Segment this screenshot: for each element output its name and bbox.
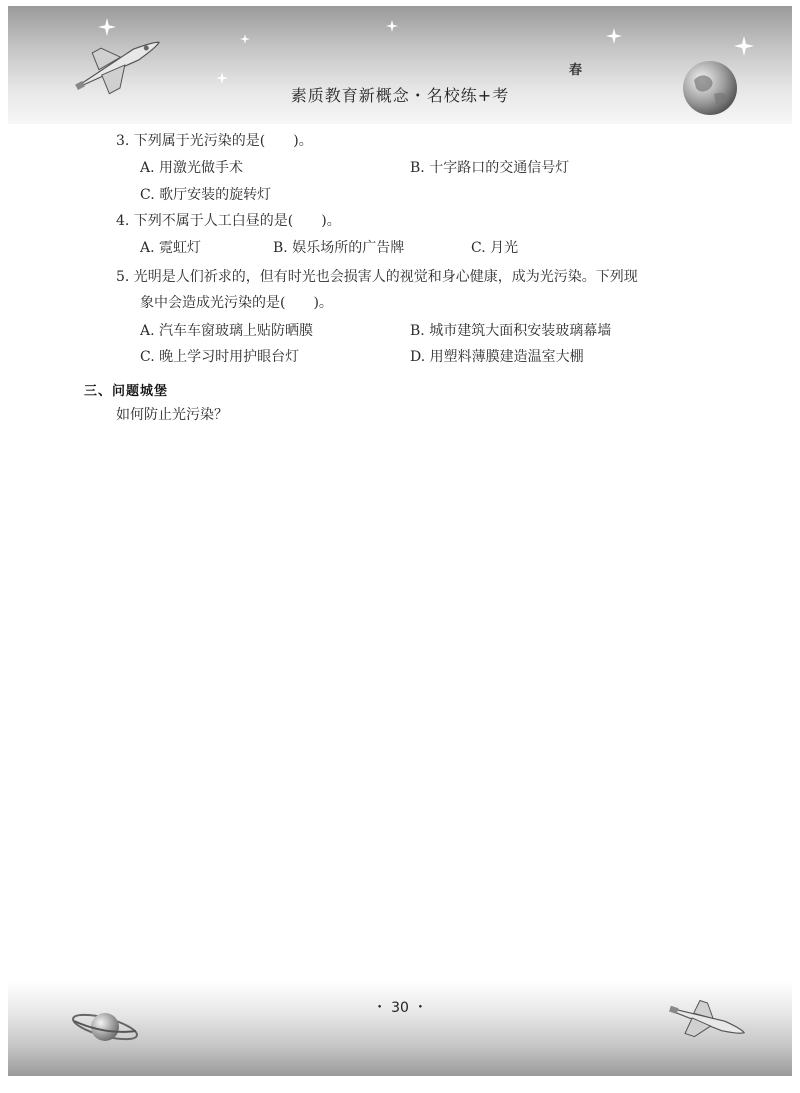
worksheet-page xyxy=(8,6,792,1076)
page-number: ・ 30 ・ xyxy=(372,1000,428,1016)
season-label: 春 xyxy=(569,63,583,78)
star-icon xyxy=(734,36,754,56)
question-3-option-b: B. 十字路口的交通信号灯 xyxy=(410,160,570,176)
section-heading: 三、问题城堡 xyxy=(84,384,169,399)
question-4-stem: 4. 下列不属于人工白昼的是( )。 xyxy=(116,213,341,229)
question-3-option-a: A. 用激光做手术 xyxy=(140,160,244,176)
question-5-option-c: C. 晚上学习时用护眼台灯 xyxy=(140,349,300,365)
star-icon xyxy=(240,34,250,44)
question-5-stem-line1: 5. 光明是人们祈求的，但有时光也会损害人的视觉和身心健康，成为光污染。下列现 xyxy=(116,269,638,285)
question-4-option-c: C. 月光 xyxy=(471,240,519,256)
star-icon xyxy=(386,20,398,32)
question-5-option-a: A. 汽车车窗玻璃上贴防晒膜 xyxy=(140,323,314,339)
question-3-option-c: C. 歌厅安装的旋转灯 xyxy=(140,187,272,203)
question-5-stem-line2: 象中会造成光污染的是( )。 xyxy=(140,295,333,311)
star-icon xyxy=(606,28,622,44)
section-question: 如何防止光污染？ xyxy=(116,407,228,423)
question-3-stem: 3. 下列属于光污染的是( )。 xyxy=(116,133,313,149)
question-4-option-b: B. 娱乐场所的广告牌 xyxy=(273,240,405,256)
question-4-option-a: A. 霓虹灯 xyxy=(140,240,202,256)
question-5-option-d: D. 用塑料薄膜建造温室大棚 xyxy=(410,349,584,365)
question-5-option-b: B. 城市建筑大面积安装玻璃幕墙 xyxy=(410,323,612,339)
header-title: 素质教育新概念・名校练+考 xyxy=(290,86,510,105)
